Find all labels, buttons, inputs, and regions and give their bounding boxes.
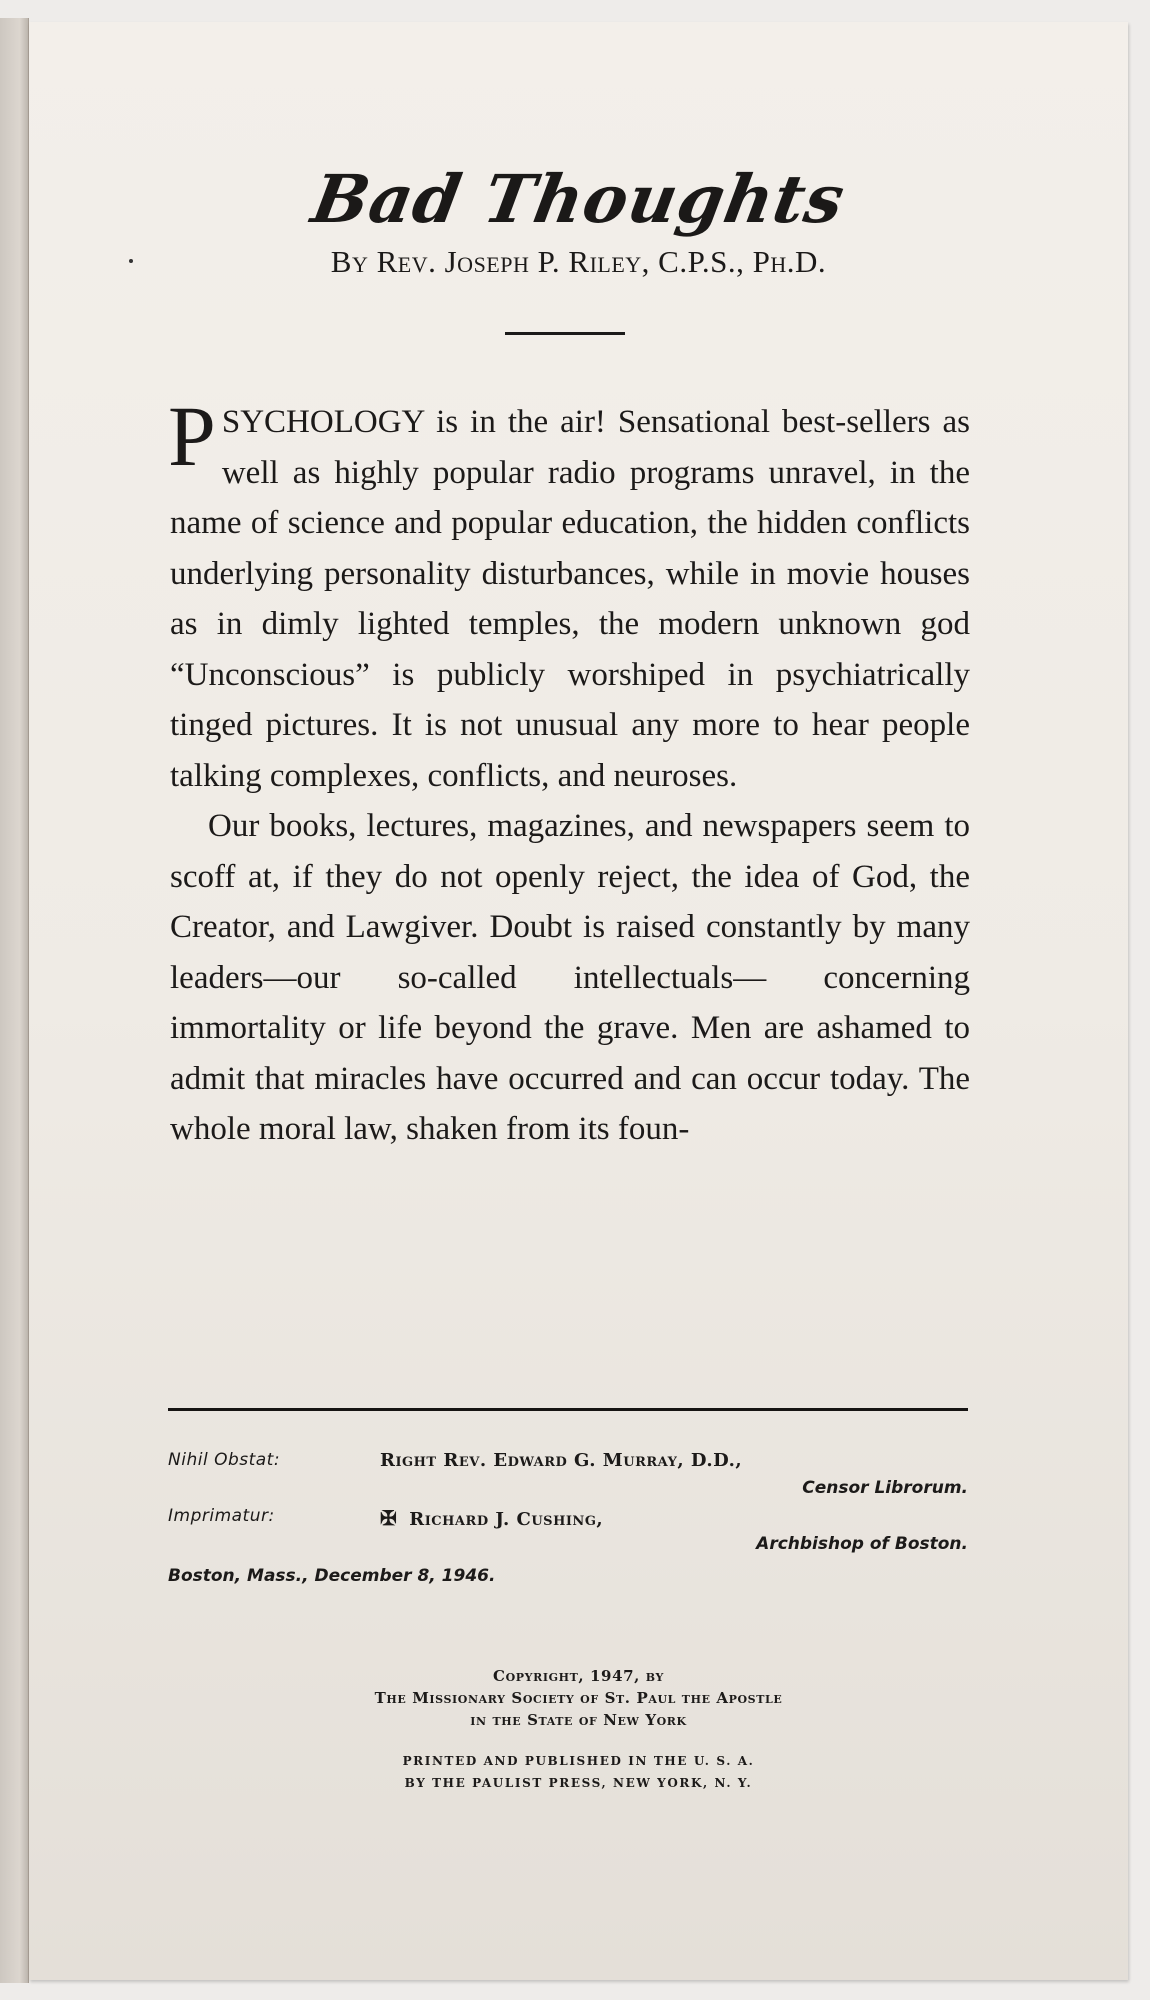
copyright-notice bbox=[29, 1665, 1128, 1731]
paragraph-1-lead: SYCHOLOGY bbox=[221, 404, 425, 440]
imprimatur-name-wrap bbox=[380, 1506, 603, 1530]
imprimatur-row bbox=[168, 1506, 968, 1534]
drop-cap: P bbox=[168, 388, 216, 484]
nihil-obstat-title: Censor Librorum. bbox=[802, 1478, 968, 1498]
title-divider bbox=[505, 332, 625, 335]
copyright-line-2: The Missionary Society of St. Paul the Apostle bbox=[374, 1689, 783, 1707]
booklet-spine bbox=[0, 18, 29, 1983]
paragraph-2: Our books, lectures, magazines, and newspapers seem to scoff at, if they do not openly reject, the idea of God, the Creator, and Lawgiver. Doubt is raised constantly by many leaders—our so-called intellectuals— concerning immortality or life beyond the grave. Men are ashamed to admit that miracles have occurred and can occur today. The whole moral law, shaken from its foun- bbox=[170, 808, 970, 1147]
booklet-page bbox=[29, 22, 1128, 1980]
imprimatur-title: Archbishop of Boston. bbox=[756, 1534, 968, 1554]
article-body bbox=[168, 388, 970, 1155]
printer-line-2: BY THE PAULIST PRESS, NEW YORK, N. Y. bbox=[404, 1776, 753, 1790]
ecclesiastical-approbation bbox=[168, 1450, 968, 1586]
approbation-date: Boston, Mass., December 8, 1946. bbox=[168, 1566, 496, 1586]
copyright-line-3: in the State of New York bbox=[470, 1711, 687, 1729]
paragraph-1 bbox=[168, 388, 970, 801]
copyright-line-1: Copyright, 1947, by bbox=[493, 1667, 664, 1685]
author-byline: By Rev. Joseph P. Riley, C.P.S., Ph.D. bbox=[330, 244, 827, 279]
printer-notice bbox=[29, 1750, 1128, 1794]
nihil-obstat-name: Right Rev. Edward G. Murray, D.D., bbox=[380, 1450, 743, 1471]
imprimatur-name: Richard J. Cushing, bbox=[409, 1509, 604, 1530]
document-title: Bad Thoughts bbox=[306, 160, 851, 238]
paragraph-1-text: is in the air! Sensational best-sellers as well as highly popular radio programs unravel, in the name of science and popular education, the hidden conflicts underlying personality disturbances, while in movie houses as in dimly lighted temples, the modern unknown god “Unconscious” is publicly worshiped in psychiatrically tinged pictures. It is not unusual any more to hear people talking complexes, conflicts, and neuroses. bbox=[170, 404, 970, 794]
cross-pattee-icon: ✠ bbox=[380, 1506, 398, 1530]
imprimatur-label: Imprimatur: bbox=[168, 1506, 275, 1526]
nihil-obstat-row bbox=[168, 1450, 968, 1478]
nihil-obstat-label: Nihil Obstat: bbox=[168, 1450, 281, 1470]
footer-divider bbox=[168, 1408, 968, 1411]
printer-line-1: PRINTED AND PUBLISHED IN THE U. S. A. bbox=[402, 1754, 755, 1768]
